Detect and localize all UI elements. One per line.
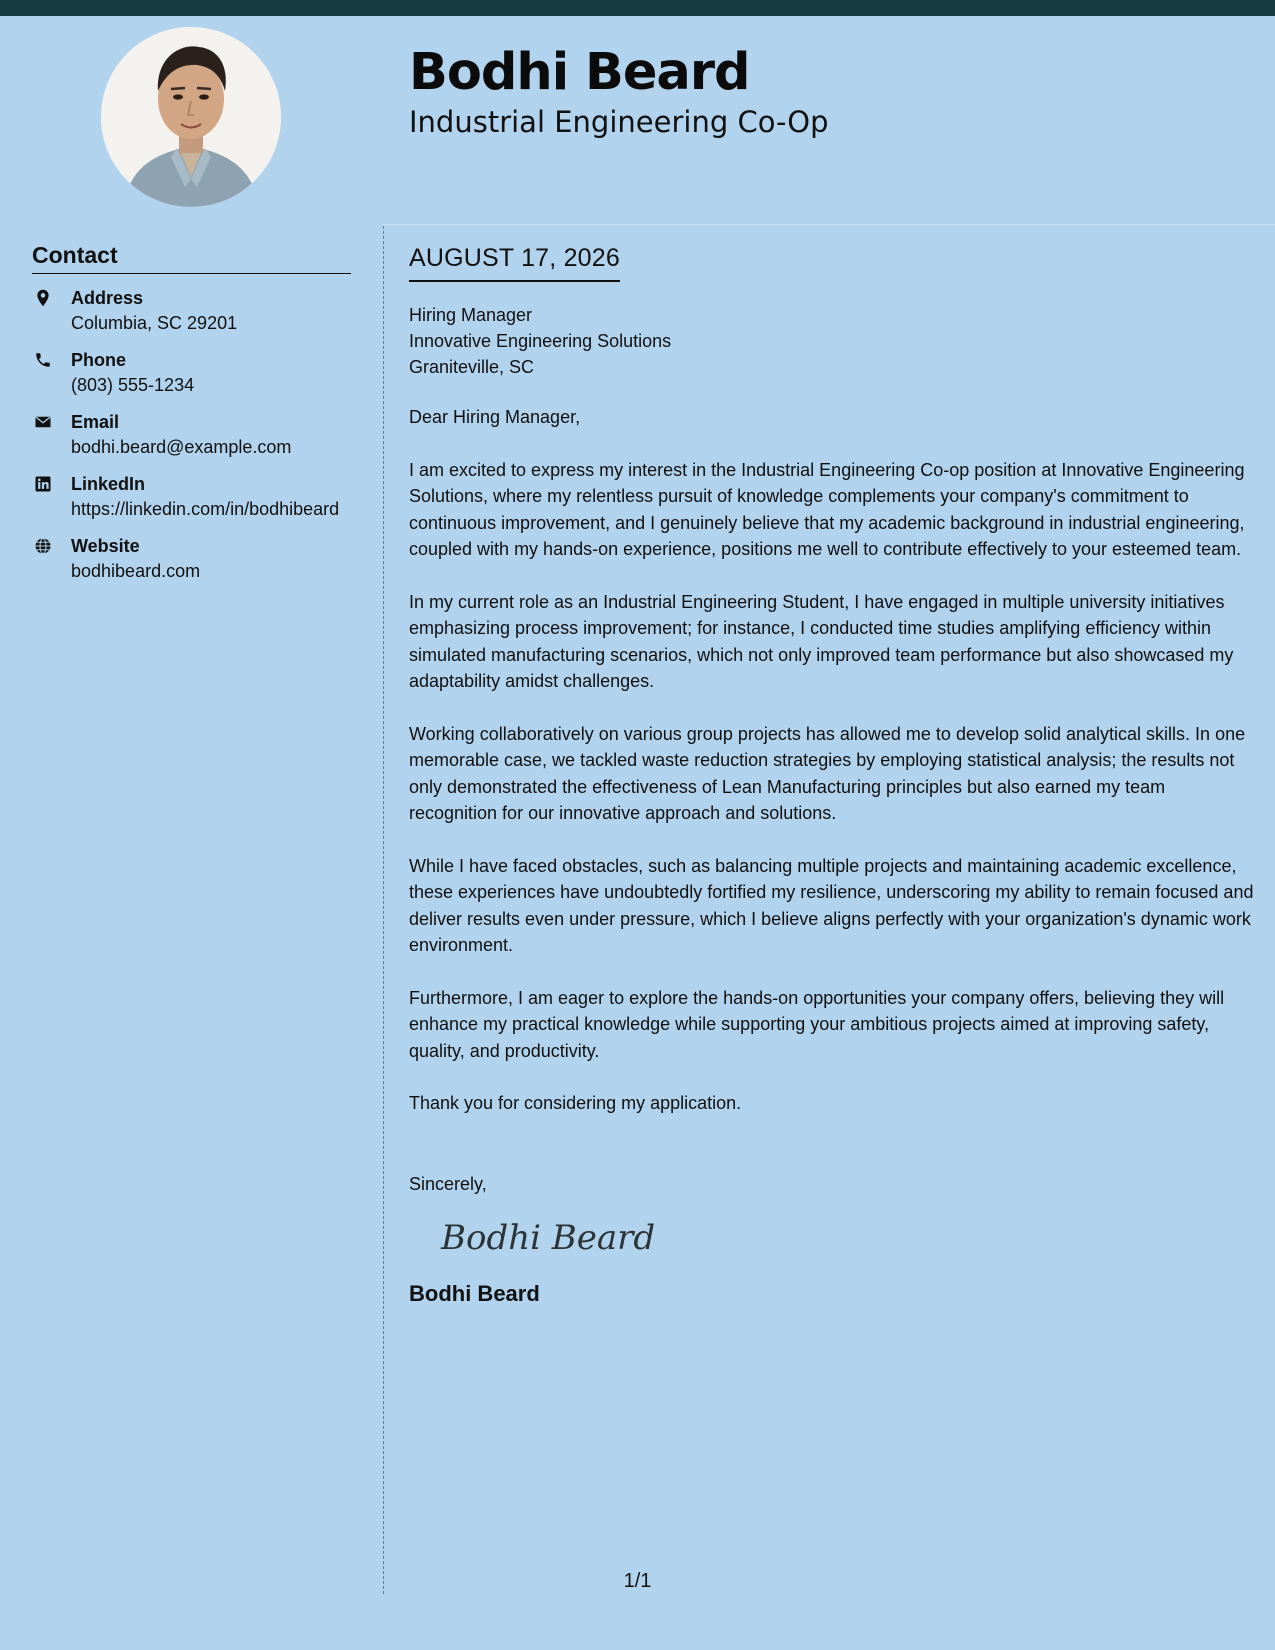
phone-value: (803) 555-1234 <box>71 375 195 395</box>
paragraph: I am excited to express my interest in the Industrial Engineering Co-op position at Innovative Engineering Solutions, where my relentless pursuit of knowledge complements your company's commitment to continuous improvement, and I genuinely believe that my academic background in industrial engineering, coupled with my hands-on experience, positions me well to contribute effectively to your esteemed team. <box>409 459 1245 559</box>
top-bar <box>0 0 1275 16</box>
contact-linkedin <box>32 472 351 522</box>
contact-heading: Contact <box>32 240 351 274</box>
recipient-company: Innovative Engineering Solutions <box>409 331 672 351</box>
website-label: Website <box>71 536 140 556</box>
job-title: Industrial Engineering Co-Op <box>409 105 829 139</box>
paragraph: While I have faced obstacles, such as balancing multiple projects and maintaining academic excellence, these experiences have undoubtedly fortified my resilience, underscoring my ability to remain focused and deliver results even under pressure, which I believe aligns perfectly with your organization's dynamic work environment. <box>409 855 1254 955</box>
contact-address <box>32 286 351 336</box>
map-pin-icon <box>34 289 52 307</box>
email-value[interactable]: bodhi.beard@example.com <box>71 437 292 457</box>
thank-you: Thank you for considering my application. <box>409 1093 742 1113</box>
header-divider <box>383 224 1275 225</box>
letter-date: AUGUST 17, 2026 <box>409 240 620 282</box>
paragraph: Furthermore, I am eager to explore the hands-on opportunities your company offers, believing they will enhance my practical knowledge while supporting your ambitious projects aimed at improving safety, quality, and productivity. <box>409 987 1225 1061</box>
recipient-block <box>409 302 1254 380</box>
column-divider <box>383 226 384 1594</box>
signer-name: Bodhi Beard <box>409 1281 540 1306</box>
recipient-location: Graniteville, SC <box>409 357 535 377</box>
recipient-name: Hiring Manager <box>409 305 533 325</box>
linkedin-value[interactable]: https://linkedin.com/in/bodhibeard <box>71 499 340 519</box>
signature-text: Bodhi Beard <box>441 1218 656 1258</box>
contact-sidebar <box>32 240 351 596</box>
address-value: Columbia, SC 29201 <box>71 313 238 333</box>
closing: Sincerely, <box>409 1173 487 1194</box>
paragraph: Working collaboratively on various group projects has allowed me to develop solid analytical skills. In one memorable case, we tackled waste reduction strategies by employing statistical analysis; the results not only demonstrated the effectiveness of Lean Manufacturing principles but also earned my team recognition for our innovative approach and solutions. <box>409 723 1246 823</box>
envelope-icon <box>34 413 52 431</box>
contact-phone <box>32 348 351 398</box>
contact-list <box>32 286 351 584</box>
website-value[interactable]: bodhibeard.com <box>71 561 201 581</box>
candidate-name: Bodhi Beard <box>409 43 750 102</box>
linkedin-icon <box>34 475 52 493</box>
email-label: Email <box>71 412 120 432</box>
contact-email <box>32 410 351 460</box>
cover-letter <box>409 240 1254 1308</box>
phone-icon <box>34 351 52 369</box>
phone-label: Phone <box>71 350 127 370</box>
address-label: Address <box>71 288 144 308</box>
contact-website <box>32 534 351 584</box>
page-number: 1/1 <box>623 1570 652 1592</box>
globe-icon <box>34 537 52 555</box>
salutation: Dear Hiring Manager, <box>409 407 581 427</box>
paragraph: In my current role as an Industrial Engineering Student, I have engaged in multiple university initiatives emphasizing process improvement; for instance, I conducted time studies amplifying efficiency within simulated manufacturing scenarios, which not only improved team performance but also showcased my adaptability amidst challenges. <box>409 591 1234 691</box>
linkedin-label: LinkedIn <box>71 474 146 494</box>
profile-photo <box>101 27 281 207</box>
handwritten-signature <box>439 1205 659 1267</box>
